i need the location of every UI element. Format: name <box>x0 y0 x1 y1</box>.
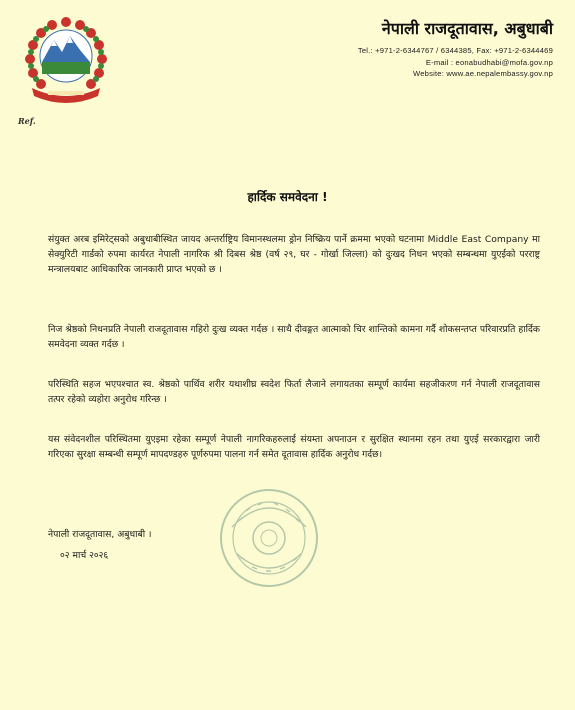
date-line: ०२ मार्च २०२६ <box>60 550 109 561</box>
embassy-title: नेपाली राजदूतावास, अबुधाबी <box>381 19 553 38</box>
paragraph-2: निज श्रेष्ठको निधनप्रति नेपाली राजदूतावास गहिरो दुःख व्यक्त गर्दछ । साथै दीवङ्गत आत्माको चिर शान्तिको कामना गर्दै शोकसन्तप्त परिवारप्रति हार्दिक समवेदना व्यक्त गर्दछ । <box>48 324 540 350</box>
tel-fax-line: Tel.: +971-2-6344767 / 6344385, Fax: +971-2-6344469 <box>357 46 553 55</box>
paragraph-3: परिस्थिति सहज भएपश्चात स्व. श्रेष्ठको पार्थिव शरीर यथाशीघ्र स्वदेश फिर्ता लैजाने लगायतका सम्पूर्ण कार्यमा सहजीकरण गर्न नेपाली राजदूतावास तत्पर रहेको व्यहोरा अनुरोध गरिन्छ । <box>48 379 540 405</box>
reference-label: Ref. <box>18 116 36 126</box>
letter-subject: हार्दिक समवेदना ! <box>247 190 328 204</box>
official-stamp-icon <box>218 487 320 589</box>
paragraph-1: संयुक्त अरब इमिरेट्सको अबुधाबीस्थित जायद अन्तर्राष्ट्रिय विमानस्थलमा ड्रोन निष्क्रिय पार्ने क्रममा भएको घटनामा Middle East Company मा सेक्युरिटी गार्डको रुपमा कार्यरत नेपाली नागरिक श्री दिबस श्रेष्ठ (वर्ष २९, घर - गोर्खा जिल्ला) को दुःखद निधन भएको सम्बन्धमा युएईको परराष्ट्र मन्त्रालयबाट आधिकारिक जानकारी प्राप्त भएको छ । <box>48 234 540 275</box>
paragraph-4: यस संवेदनशील परिस्थितमा युएइमा रहेका सम्पूर्ण नेपाली नागरिकहरुलाई संयम्ता अपनाउन र सुरक्षित स्थानमा रहन तथा युएई सरकारद्वारा जारी गरिएका सुरक्षा सम्बन्धी सम्पूर्ण मापदण्डहरु पूर्णरुपमा पालना गर्न समेत दूतावास हार्दिक अनुरोध गर्दछ। <box>48 434 540 460</box>
contact-block <box>358 45 553 80</box>
issuer-line: नेपाली राजदूतावास, अबुधाबी । <box>48 529 152 540</box>
email-line: E-mail : eonabudhabi@mofa.gov.np <box>425 57 553 67</box>
nepal-emblem-icon <box>22 14 110 106</box>
website-line: Website: www.ae.nepalembassy.gov.np <box>413 69 553 78</box>
